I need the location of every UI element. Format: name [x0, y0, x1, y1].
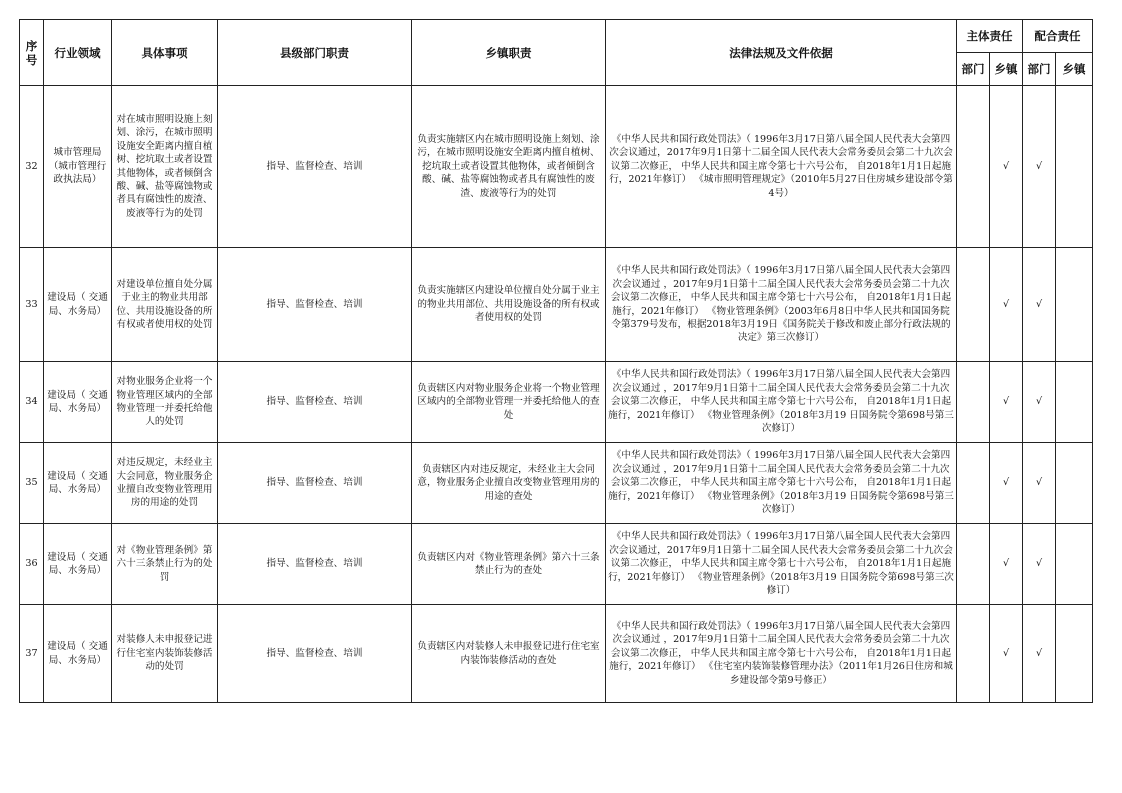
cell-legal-basis: 《中华人民共和国行政处罚法》（ 1996年3月17日第八届全国人民代表大会第四次会议通过，2017年9月1日第十二届全国人民代表大会常务委员会第二十九次会议第二次修正， 中华人民共和国主席令第七十六号公布， 自2018年1月1日起施行，2021年修订） 《城市照明管理规定》（2010年5月27日住房城乡建设部令第4号）	[606, 86, 957, 248]
cell-main-township: √	[990, 443, 1023, 524]
cell-no: 37	[20, 605, 44, 703]
cell-no: 35	[20, 443, 44, 524]
cell-item: 对装修人未申报登记进行住宅室内装饰装修活动的处罚	[112, 605, 218, 703]
cell-main-dept	[957, 248, 990, 362]
cell-item: 对建设单位擅自处分属于业主的物业共用部位、共用设施设备的所有权或者使用权的处罚	[112, 248, 218, 362]
cell-domain: 建设局（ 交通局、水务局）	[44, 248, 112, 362]
table-row	[20, 86, 1093, 248]
cell-legal-basis: 《中华人民共和国行政处罚法》（ 1996年3月17日第八届全国人民代表大会第四次会议通过，2017年9月1日第十二届全国人民代表大会常务委员会第二十九次会议第二次修正， 中华人民共和国主席令第七十六号公布， 自2018年1月1日起施行，2021年修订） 《物业管理条例》（2018年3月19 日国务院令第698号第三次修订）	[606, 524, 957, 605]
table-row	[20, 443, 1093, 524]
header-row-top	[20, 20, 1093, 53]
header-seq: 序号	[20, 20, 44, 86]
cell-legal-basis: 《中华人民共和国行政处罚法》（ 1996年3月17日第八届全国人民代表大会第四次会议通过 ，2017年9月1日第十二届全国人民代表大会常务委员会第二十九次会议第二次修正， 中华人民共和国主席令第七十六号公布， 自2018年1月1日起施行，2021年修订） 《物业管理条例》（2018年3月19 日国务院令第698号第三次修订）	[606, 443, 957, 524]
cell-item: 对违反规定，未经业主大会同意，物业服务企业擅自改变物业管理用房的用途的处罚	[112, 443, 218, 524]
cell-coop-township	[1056, 443, 1093, 524]
cell-no: 34	[20, 362, 44, 443]
cell-main-township: √	[990, 362, 1023, 443]
cell-domain: 建设局（ 交通局、水务局）	[44, 605, 112, 703]
header-main-dept: 部门	[957, 53, 990, 86]
table-row	[20, 524, 1093, 605]
cell-main-township: √	[990, 248, 1023, 362]
cell-item: 对在城市照明设施上刻划、涂污，在城市照明设施安全距离内擅自植树、挖坑取土或者设置其他物体，或者倾倒含酸、碱、盐等腐蚀物或者具有腐蚀性的废渣、废液等行为的处罚	[112, 86, 218, 248]
responsibility-table	[19, 19, 1093, 703]
cell-coop-dept: √	[1023, 362, 1056, 443]
cell-no: 36	[20, 524, 44, 605]
cell-town-duty: 负责实施辖区内在城市照明设施上刻划、涂污，在城市照明设施安全距离内擅自植树、挖坑取土或者设置其他物体，或者倾倒含酸、碱、盐等腐蚀物或者具有腐蚀性的废渣、废液等行为的处罚	[412, 86, 606, 248]
cell-county-duty: 指导、监督检查、培训	[218, 443, 412, 524]
cell-domain: 城市管理局（城市管理行政执法局）	[44, 86, 112, 248]
cell-legal-basis: 《中华人民共和国行政处罚法》（ 1996年3月17日第八届全国人民代表大会第四次会议通过 ，2017年9月1日第十二届全国人民代表大会常务委员会第二十九次会议第二次修正， 中华人民共和国主席令第七十六号公布， 自2018年1月1日起施行，2021年修订） 《物业管理条例》（2003年6月8日中华人民共和国国务院令第379号发布，根据2018年3月19日《国务院关于修改和废止部分行政法规的决定》第三次修订）	[606, 248, 957, 362]
cell-county-duty: 指导、监督检查、培训	[218, 86, 412, 248]
header-main-responsibility: 主体责任	[957, 20, 1023, 53]
cell-town-duty: 负责辖区内对物业服务企业将一个物业管理区域内的全部物业管理一并委托给他人的查处	[412, 362, 606, 443]
cell-no: 33	[20, 248, 44, 362]
header-item: 具体事项	[112, 20, 218, 86]
cell-coop-dept: √	[1023, 443, 1056, 524]
cell-main-dept	[957, 86, 990, 248]
header-county-duty: 县级部门职责	[218, 20, 412, 86]
cell-county-duty: 指导、监督检查、培训	[218, 362, 412, 443]
cell-town-duty: 负责实施辖区内建设单位擅自处分属于业主的物业共用部位、共用设施设备的所有权或者使用权的处罚	[412, 248, 606, 362]
header-domain: 行业领域	[44, 20, 112, 86]
cell-main-dept	[957, 605, 990, 703]
cell-domain: 建设局（ 交通局、水务局）	[44, 362, 112, 443]
cell-coop-township	[1056, 362, 1093, 443]
table-row	[20, 362, 1093, 443]
header-coop-dept: 部门	[1023, 53, 1056, 86]
cell-town-duty: 负责辖区内对装修人未申报登记进行住宅室内装饰装修活动的查处	[412, 605, 606, 703]
cell-item: 对《物业管理条例》第六十三条禁止行为的处罚	[112, 524, 218, 605]
header-coop-township: 乡镇	[1056, 53, 1093, 86]
cell-coop-township	[1056, 524, 1093, 605]
cell-coop-township	[1056, 605, 1093, 703]
cell-coop-dept: √	[1023, 605, 1056, 703]
cell-main-township: √	[990, 86, 1023, 248]
cell-domain: 建设局（ 交通局、水务局）	[44, 524, 112, 605]
cell-domain: 建设局（ 交通局、水务局）	[44, 443, 112, 524]
cell-county-duty: 指导、监督检查、培训	[218, 524, 412, 605]
table-row	[20, 248, 1093, 362]
cell-main-dept	[957, 524, 990, 605]
cell-coop-dept: √	[1023, 86, 1056, 248]
cell-legal-basis: 《中华人民共和国行政处罚法》（ 1996年3月17日第八届全国人民代表大会第四次会议通过 ，2017年9月1日第十二届全国人民代表大会常务委员会第二十九次会议第二次修正， 中华人民共和国主席令第七十六号公布， 自2018年1月1日起施行，2021年修订） 《住宅室内装饰装修管理办法》（2011年1月26日住房和城乡建设部令第9号修正）	[606, 605, 957, 703]
cell-legal-basis: 《中华人民共和国行政处罚法》（ 1996年3月17日第八届全国人民代表大会第四次会议通过 ，2017年9月1日第十二届全国人民代表大会常务委员会第二十九次会议第二次修正， 中华人民共和国主席令第七十六号公布， 自2018年1月1日起施行，2021年修订） 《物业管理条例》（2018年3月19 日国务院令第698号第三次修订）	[606, 362, 957, 443]
header-main-township: 乡镇	[990, 53, 1023, 86]
header-cooperative-responsibility: 配合责任	[1023, 20, 1093, 53]
header-legal-basis: 法律法规及文件依据	[606, 20, 957, 86]
cell-coop-township	[1056, 248, 1093, 362]
cell-town-duty: 负责辖区内对违反规定，未经业主大会同意，物业服务企业擅自改变物业管理用房的用途的查处	[412, 443, 606, 524]
cell-main-dept	[957, 362, 990, 443]
cell-main-township: √	[990, 524, 1023, 605]
cell-coop-township	[1056, 86, 1093, 248]
table-row	[20, 605, 1093, 703]
header-town-duty: 乡镇职责	[412, 20, 606, 86]
cell-main-township: √	[990, 605, 1023, 703]
cell-county-duty: 指导、监督检查、培训	[218, 248, 412, 362]
cell-no: 32	[20, 86, 44, 248]
cell-coop-dept: √	[1023, 524, 1056, 605]
cell-county-duty: 指导、监督检查、培训	[218, 605, 412, 703]
cell-item: 对物业服务企业将一个物业管理区域内的全部物业管理一并委托给他人的处罚	[112, 362, 218, 443]
cell-main-dept	[957, 443, 990, 524]
cell-coop-dept: √	[1023, 248, 1056, 362]
cell-town-duty: 负责辖区内对《物业管理条例》第六十三条禁止行为的查处	[412, 524, 606, 605]
